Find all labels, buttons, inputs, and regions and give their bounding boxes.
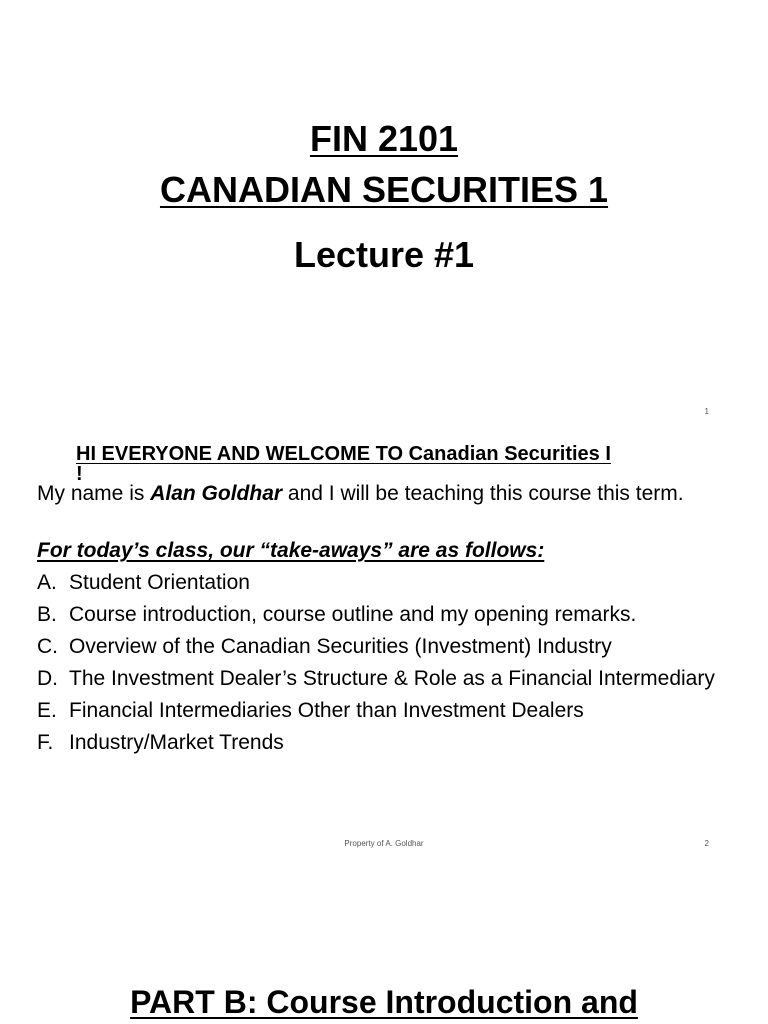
takeaways-heading: For today’s class, our “take-aways” are as follows: <box>37 539 545 562</box>
list-letter: D. <box>37 667 58 690</box>
list-letter: E. <box>37 699 57 722</box>
list-text: Student Orientation <box>69 571 250 594</box>
lecture-title: Lecture #1 <box>293 234 475 275</box>
slide-1 <box>0 0 768 426</box>
list-item <box>37 571 727 595</box>
slide-number: 1 <box>704 407 709 416</box>
intro-prefix: My name is <box>37 482 151 505</box>
instructor-name: Alan Goldhar <box>150 482 283 505</box>
list-text: Overview of the Canadian Securities (Investment) Industry <box>69 635 612 658</box>
welcome-text: HI EVERYONE AND WELCOME TO Canadian Securities I <box>76 443 611 465</box>
course-code-title <box>0 117 768 161</box>
list-item <box>37 699 727 723</box>
list-item <box>37 635 727 659</box>
slide-3 <box>0 866 768 1024</box>
welcome-heading <box>76 442 676 466</box>
takeaways-list <box>37 571 727 763</box>
list-text: Industry/Market Trends <box>69 731 284 754</box>
course-name-title <box>0 168 768 212</box>
part-b-title-text: PART B: Course Introduction and <box>130 984 638 1020</box>
part-b-title <box>0 982 768 1022</box>
slide-number: 2 <box>704 839 709 848</box>
list-item <box>37 603 727 627</box>
list-text: Financial Intermediaries Other than Investment Dealers <box>69 699 584 722</box>
list-letter: F. <box>37 731 54 754</box>
list-text: The Investment Dealer’s Structure & Role as a Financial Intermediary <box>69 667 715 690</box>
course-code: FIN 2101 <box>309 118 459 159</box>
list-letter: C. <box>37 635 58 658</box>
intro-paragraph <box>37 481 717 506</box>
slide-footer: Property of A. Goldhar <box>344 839 424 848</box>
list-text: Course introduction, course outline and my opening remarks. <box>69 603 637 626</box>
slide-2 <box>0 426 768 866</box>
welcome-wrap: ! <box>76 463 83 485</box>
list-item <box>37 731 727 755</box>
intro-suffix: and I will be teaching this course this term. <box>282 482 684 505</box>
list-item <box>37 667 727 691</box>
list-letter: A. <box>37 571 57 594</box>
list-letter: B. <box>37 603 57 626</box>
course-name: CANADIAN SECURITIES 1 <box>159 169 609 210</box>
